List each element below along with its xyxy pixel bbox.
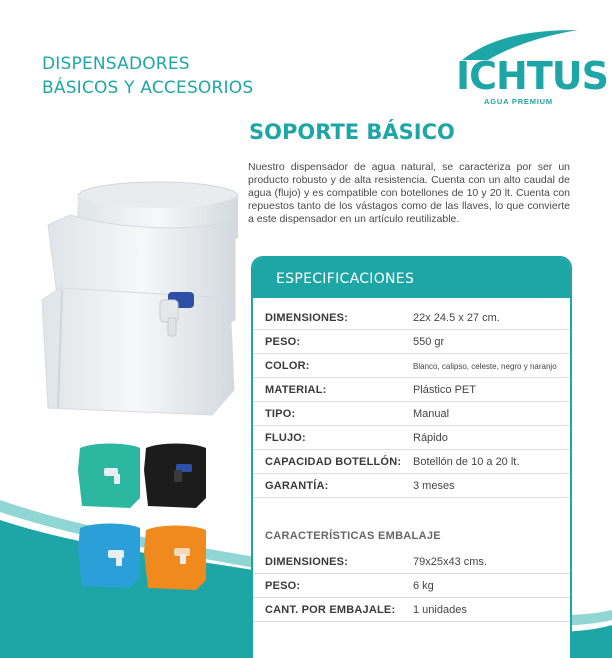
spec-value: Plástico PET bbox=[413, 384, 476, 396]
dispenser-stand-image bbox=[40, 180, 245, 420]
spec-label: MATERIAL: bbox=[265, 384, 327, 396]
spec-value: Rápido bbox=[413, 432, 448, 444]
spec-row-dimensions bbox=[253, 306, 570, 330]
packaging-title: CARACTERÍSTICAS EMBALAJE bbox=[265, 530, 441, 542]
variant-calipso-image bbox=[74, 440, 146, 510]
specifications-panel bbox=[251, 256, 572, 658]
spec-row-flow bbox=[253, 426, 570, 450]
spec-label: COLOR: bbox=[265, 360, 310, 372]
category-line-2: BÁSICOS Y ACCESORIOS bbox=[42, 78, 254, 98]
spec-label: PESO: bbox=[265, 336, 301, 348]
pack-row-dimensions bbox=[253, 550, 570, 574]
spec-label: TIPO: bbox=[265, 408, 296, 420]
spec-value: Blanco, calipso, celeste, negro y naranjo bbox=[413, 362, 557, 371]
spec-label: FLUJO: bbox=[265, 432, 306, 444]
spec-label: GARANTÍA: bbox=[265, 480, 329, 492]
category-line-1: DISPENSADORES bbox=[42, 54, 190, 74]
variant-celeste-image bbox=[74, 520, 146, 590]
spec-value: 79x25x43 cms. bbox=[413, 556, 487, 568]
spec-row-capacity bbox=[253, 450, 570, 474]
spec-value: Botellón de 10 a 20 lt. bbox=[413, 456, 520, 468]
spec-value: 6 kg bbox=[413, 580, 434, 592]
spec-row-weight bbox=[253, 330, 570, 354]
spec-label: CAPACIDAD BOTELLÓN: bbox=[265, 456, 402, 468]
spec-label: PESO: bbox=[265, 580, 301, 592]
pack-row-quantity bbox=[253, 598, 570, 622]
spec-row-color bbox=[253, 354, 570, 378]
logo-tagline: AGUA PREMIUM bbox=[484, 97, 553, 106]
spec-value: 550 gr bbox=[413, 336, 445, 348]
variant-negro-image bbox=[140, 440, 212, 510]
spec-value: 22x 24.5 x 27 cm. bbox=[413, 312, 500, 324]
specifications-header: ESPECIFICACIONES bbox=[253, 258, 570, 298]
spec-row-type bbox=[253, 402, 570, 426]
spec-label: CANT. POR EMBAJALE: bbox=[265, 604, 396, 616]
variant-naranjo-image bbox=[140, 522, 212, 592]
pack-row-weight bbox=[253, 574, 570, 598]
spec-row-material bbox=[253, 378, 570, 402]
brand-logo bbox=[452, 24, 608, 106]
spec-value: Manual bbox=[413, 408, 450, 420]
spec-value: 1 unidades bbox=[413, 604, 467, 616]
product-description: Nuestro dispensador de agua natural, se caracteriza por ser un producto robusto y de alta resistencia. Cuenta con un alto caudal de agua (flujo) y es compatible con botellones de 10 y 20 lt. Cuenta con repuestos tanto de los vástagos como de las llaves, lo que convierte a este dispensador en un artículo reutilizable. bbox=[248, 161, 570, 225]
logo-wordmark: ICHTUS bbox=[456, 54, 608, 98]
spec-label: DIMENSIONES: bbox=[265, 556, 349, 568]
product-title: SOPORTE BÁSICO bbox=[249, 120, 455, 144]
spec-row-warranty bbox=[253, 474, 570, 498]
category-title bbox=[42, 52, 253, 100]
spec-label: DIMENSIONES: bbox=[265, 312, 349, 324]
spec-value: 3 meses bbox=[413, 480, 455, 492]
